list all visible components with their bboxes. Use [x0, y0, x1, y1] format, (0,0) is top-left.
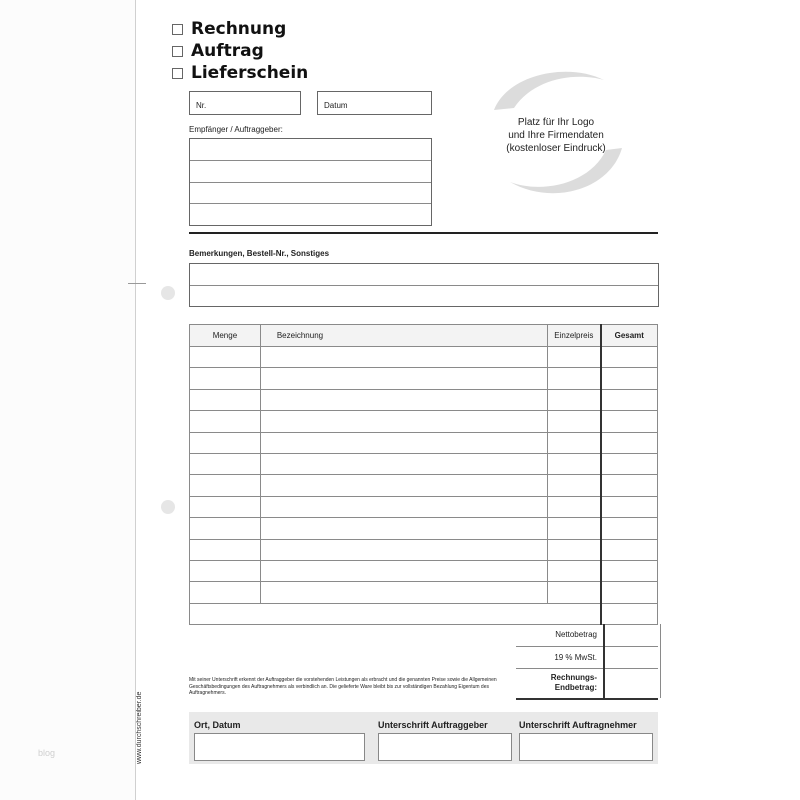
endbetrag-value-box[interactable]: [603, 668, 661, 698]
endbetrag-line1: Rechnungs-: [550, 673, 597, 682]
menge-cell[interactable]: [190, 560, 261, 581]
remarks-line: [190, 285, 658, 286]
punch-hole-top: [161, 286, 175, 300]
bezeichnung-cell[interactable]: [260, 560, 547, 581]
mwst-value-box[interactable]: [603, 646, 661, 668]
bezeichnung-cell[interactable]: [260, 411, 547, 432]
margin-line: [135, 0, 136, 800]
table-row[interactable]: [190, 496, 658, 517]
gesamt-cell[interactable]: [601, 496, 658, 517]
netto-label: Nettobetrag: [555, 630, 597, 639]
gesamt-cell[interactable]: [601, 539, 658, 560]
table-row[interactable]: [190, 411, 658, 432]
gesamt-cell[interactable]: [601, 411, 658, 432]
gesamt-cell[interactable]: [601, 560, 658, 581]
einzelpreis-cell[interactable]: [548, 347, 601, 368]
einzelpreis-cell[interactable]: [548, 389, 601, 410]
datum-label: Datum: [324, 101, 348, 110]
table-row[interactable]: [190, 432, 658, 453]
bezeichnung-cell[interactable]: [260, 496, 547, 517]
einzelpreis-cell[interactable]: [548, 518, 601, 539]
menge-cell[interactable]: [190, 496, 261, 517]
datum-field[interactable]: [317, 91, 432, 115]
table-row[interactable]: [190, 582, 658, 603]
menge-cell[interactable]: [190, 475, 261, 496]
gesamt-cell[interactable]: [601, 582, 658, 603]
doc-type-lieferschein[interactable]: [172, 63, 308, 83]
gesamt-cell[interactable]: [601, 347, 658, 368]
watermark-text: blog: [38, 748, 56, 758]
bezeichnung-cell[interactable]: [260, 347, 547, 368]
gesamt-cell[interactable]: [601, 368, 658, 389]
bezeichnung-cell[interactable]: [260, 582, 547, 603]
header-einzelpreis: Einzelpreis: [548, 325, 601, 347]
recipient-label: Empfänger / Auftraggeber:: [189, 125, 283, 134]
table-row[interactable]: [190, 389, 658, 410]
recipient-line: [190, 182, 431, 183]
auftrag-checkbox[interactable]: [172, 46, 183, 57]
auftragnehmer-signature-label: Unterschrift Auftragnehmer: [519, 720, 637, 730]
table-row[interactable]: [190, 453, 658, 474]
doc-type-rechnung[interactable]: [172, 19, 286, 39]
menge-cell[interactable]: [190, 368, 261, 389]
einzelpreis-cell[interactable]: [548, 432, 601, 453]
fold-mark: [128, 283, 146, 284]
einzelpreis-cell[interactable]: [548, 368, 601, 389]
bezeichnung-cell[interactable]: [260, 432, 547, 453]
logo-text-line: Platz für Ihr Logo: [517, 117, 595, 128]
menge-cell[interactable]: [190, 411, 261, 432]
auftraggeber-signature-field[interactable]: [378, 733, 512, 761]
ort-datum-label: Ort, Datum: [194, 720, 241, 730]
doc-type-auftrag[interactable]: [172, 41, 264, 61]
table-row[interactable]: [190, 368, 658, 389]
menge-cell[interactable]: [190, 453, 261, 474]
auftragnehmer-signature-field[interactable]: [519, 733, 653, 761]
menge-cell[interactable]: [190, 347, 261, 368]
remarks-label: Bemerkungen, Bestell-Nr., Sonstiges: [189, 249, 330, 258]
nr-label: Nr.: [196, 101, 207, 110]
einzelpreis-cell[interactable]: [548, 582, 601, 603]
auftrag-label: Auftrag: [191, 41, 264, 61]
header-gesamt: Gesamt: [601, 325, 658, 347]
table-header-row: [190, 325, 658, 347]
table-row[interactable]: [190, 475, 658, 496]
legal-text: Mit seiner Unterschrift erkennt der Auftraggeber die vorstehenden Leistungen als erbracht und die genannten Preise sowie die Allgemeinen Geschäftsbedingungen des Auftragnehmers als verbindlich an. Die gelieferte Ware bleibt bis zur vollständigen Bezahlung Eigentum des Auftragnehmers.: [189, 677, 497, 696]
bezeichnung-cell[interactable]: [260, 475, 547, 496]
remarks-field[interactable]: [189, 263, 659, 307]
menge-cell[interactable]: [190, 582, 261, 603]
rechnung-label: Rechnung: [191, 19, 287, 39]
recipient-line: [190, 203, 431, 204]
items-table: [189, 324, 658, 625]
nr-field[interactable]: [189, 91, 301, 115]
recipient-line: [190, 160, 431, 161]
einzelpreis-cell[interactable]: [548, 496, 601, 517]
bezeichnung-cell[interactable]: [260, 368, 547, 389]
einzelpreis-cell[interactable]: [548, 539, 601, 560]
endbetrag-label: [551, 673, 597, 693]
table-row[interactable]: [190, 603, 658, 624]
bezeichnung-cell[interactable]: [260, 539, 547, 560]
punch-hole-bottom: [161, 500, 175, 514]
netto-value-box[interactable]: [603, 624, 661, 646]
einzelpreis-cell[interactable]: [548, 453, 601, 474]
auftraggeber-signature-label: Unterschrift Auftraggeber: [378, 720, 488, 730]
bezeichnung-cell[interactable]: [260, 518, 547, 539]
gesamt-cell[interactable]: [601, 389, 658, 410]
recipient-field[interactable]: [189, 138, 432, 226]
section-divider: [189, 232, 658, 234]
endbetrag-line2: Endbetrag:: [554, 683, 597, 692]
table-row[interactable]: [190, 518, 658, 539]
table-row[interactable]: [190, 347, 658, 368]
header-bezeichnung: Bezeichnung: [260, 325, 547, 347]
side-url-text: www.durchschreiber.de: [136, 691, 143, 764]
ort-datum-field[interactable]: [194, 733, 365, 761]
table-row[interactable]: [190, 560, 658, 581]
table-row[interactable]: [190, 539, 658, 560]
gesamt-cell[interactable]: [601, 475, 658, 496]
lieferschein-checkbox[interactable]: [172, 68, 183, 79]
einzelpreis-cell[interactable]: [548, 411, 601, 432]
einzelpreis-cell[interactable]: [548, 475, 601, 496]
gesamt-cell[interactable]: [601, 518, 658, 539]
logo-placeholder-text: [486, 116, 626, 155]
binding-margin: [0, 0, 135, 800]
lieferschein-label: Lieferschein: [191, 63, 309, 83]
menge-cell[interactable]: [190, 389, 261, 410]
menge-cell[interactable]: [190, 432, 261, 453]
last-row-cell[interactable]: [190, 603, 601, 624]
logo-text-line: (kostenloser Eindruck): [506, 143, 606, 154]
einzelpreis-cell[interactable]: [548, 560, 601, 581]
menge-cell[interactable]: [190, 539, 261, 560]
rechnung-checkbox[interactable]: [172, 24, 183, 35]
mwst-label: 19 % MwSt.: [554, 653, 597, 662]
gesamt-cell[interactable]: [601, 453, 658, 474]
bezeichnung-cell[interactable]: [260, 453, 547, 474]
bezeichnung-cell[interactable]: [260, 389, 547, 410]
menge-cell[interactable]: [190, 518, 261, 539]
header-menge: Menge: [190, 325, 261, 347]
gesamt-cell[interactable]: [601, 603, 658, 624]
gesamt-cell[interactable]: [601, 432, 658, 453]
logo-text-line: und Ihre Firmendaten: [508, 130, 604, 141]
